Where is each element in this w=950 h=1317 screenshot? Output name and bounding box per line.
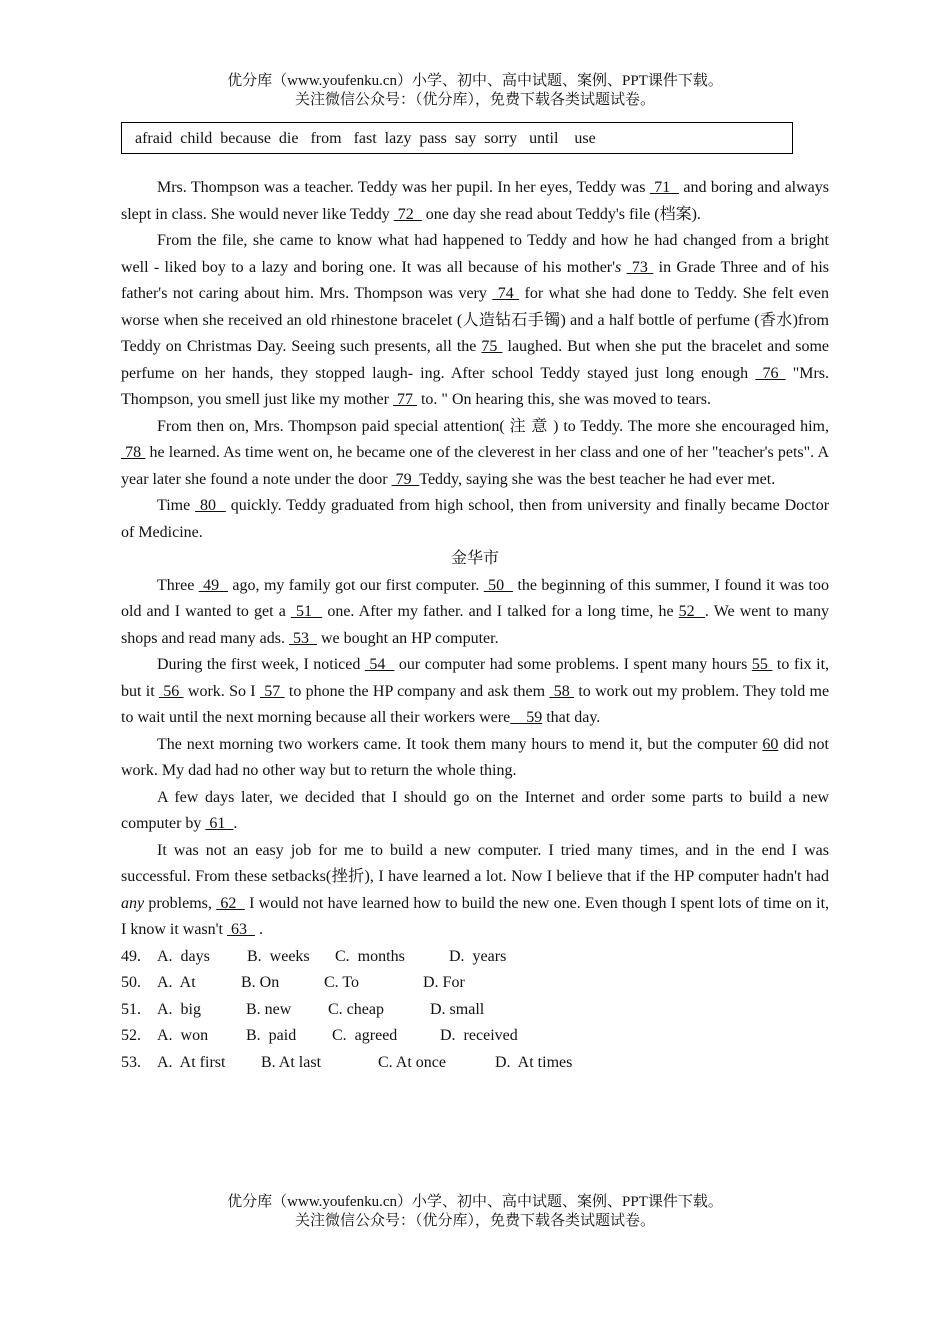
blank-80: 80 <box>195 497 226 514</box>
section-title: 金华市 <box>450 550 499 567</box>
blank-74: 74 <box>492 285 520 302</box>
blank-59: 59 <box>510 709 543 726</box>
passage2-paragraph-4: A few days later, we decided that I should go on the Internet and order some parts to build a new computer by 61 . <box>121 788 829 832</box>
blank-51: 51 <box>290 603 323 620</box>
blank-76: 76 <box>755 364 786 382</box>
blank-78: 78 <box>121 444 146 461</box>
passage1-paragraph-1: Mrs. Thompson was a teacher. Teddy was her pupil. In her eyes, Teddy was 71 and boring and always slept in class. She would never like Teddy 72 one day she read about Teddy's file (档案). <box>121 179 830 223</box>
blank-57: 57 <box>259 682 285 700</box>
options-list <box>121 944 829 1077</box>
blank-73: 73 <box>626 258 654 276</box>
blank-77: 77 <box>392 391 417 408</box>
option-row-51: 51. A. big B. new C. cheap D. small <box>121 1000 485 1018</box>
header-line-2: 关注微信公众号：（优分库），免费下载各类试题试卷。 <box>294 92 655 108</box>
page-header <box>0 72 950 110</box>
option-row-52: 52. A. won B. paid C. agreed D. received <box>121 1027 518 1044</box>
header-line-1: 优分库（www.youfenku.cn）小学、初中、高中试题、案例、PPT课件下载。 <box>227 73 723 89</box>
blank-52: 52 <box>678 603 705 620</box>
blank-54: 54 <box>364 656 395 673</box>
blank-61: 61 <box>205 815 234 832</box>
passage2-paragraph-1: Three 49 ago, my family got our first computer. 50 the beginning of this summer, I found it was too old and I wanted to get a 51 one. After my father. and I talked for a long time, he 52 . We went to many shops and read many ads. 53 we bought an HP computer. <box>121 576 830 647</box>
word-bank-box: afraid child because die from fast lazy pass say sorry until use <box>121 122 793 154</box>
option-row-50: 50. A. At B. On C. To D. For <box>121 974 465 991</box>
passage-body <box>121 175 829 1076</box>
option-row-49: 49. A. days B. weeks C. months D. years <box>121 947 507 965</box>
blank-79: 79 <box>391 470 420 488</box>
footer-line-1: 优分库（www.youfenku.cn）小学、初中、高中试题、案例、PPT课件下载。 <box>227 1194 723 1210</box>
blank-72: 72 <box>393 205 422 223</box>
passage1-paragraph-2: From the file, she came to know what had happened to Teddy and how he had changed from a bright well - liked boy to a lazy and boring one. It was all because of his mother's 73 in Grade Three and of his father's not caring about him. Mrs. Thompson was very 74 for what she had done to Teddy. She felt even worse when she received an old rhinestone bracelet (人造钻石手镯) and a half bottle of perfume (香水)from Teddy on Christmas Day. Seeing such presents, all the 75 laughed. But when she put the bracelet and some perfume on her hands, they stopped laugh- ing. After school Teddy stayed just long enough 76 "Mrs. Thompson, you smell just like my mother 77 to. " On hearing this, she was moved to tears. <box>121 232 830 408</box>
blank-58: 58 <box>549 682 575 700</box>
blank-60: 60 <box>762 735 779 753</box>
blank-56: 56 <box>158 682 184 700</box>
blank-50: 50 <box>483 576 514 594</box>
blank-49: 49 <box>198 576 228 594</box>
passage1-paragraph-3: From then on, Mrs. Thompson paid special attention( 注 意 ) to Teddy. The more she encouraged him, 78 he learned. As time went on, he became one of the cleverest in her class and one of her "teacher's pets". A year later she found a note under the door 79 Teddy, saying she was the best teacher he had ever met. <box>121 417 829 488</box>
option-row-53: 53. A. At first B. At last C. At once D. At times <box>121 1053 573 1071</box>
passage2-paragraph-5: It was not an easy job for me to build a new computer. I tried many times, and in the end I was successful. From these setbacks(挫折), I have learned a lot. Now I believe that if the HP computer hadn't had any problems, 62 I would not have learned how to build the new one. Even though I spent lots of time on it, I know it wasn't 63 . <box>121 841 830 938</box>
page-footer <box>0 1193 950 1231</box>
passage2-paragraph-3: The next morning two workers came. It took them many hours to mend it, but the computer 60 did not work. My dad had no other way but to return the whole thing. <box>121 735 829 779</box>
blank-55: 55 <box>751 656 773 673</box>
blank-71: 71 <box>649 179 680 196</box>
blank-53: 53 <box>288 629 317 647</box>
blank-63: 63 <box>226 921 255 938</box>
passage2-paragraph-2: During the first week, I noticed 54 our computer had some problems. I spent many hours 55 to fix it, but it 56 work. So I 57 to phone the HP company and ask them 58 to work out my problem. They told me to wait until the next morning because all their workers were 59 that day. <box>121 656 830 726</box>
blank-75: 75 <box>481 338 503 355</box>
footer-line-2: 关注微信公众号：（优分库），免费下载各类试题试卷。 <box>294 1213 655 1229</box>
passage1-paragraph-4: Time 80 quickly. Teddy graduated from high school, then from university and finally became Doctor of Medicine. <box>121 497 830 541</box>
blank-62: 62 <box>216 894 245 912</box>
